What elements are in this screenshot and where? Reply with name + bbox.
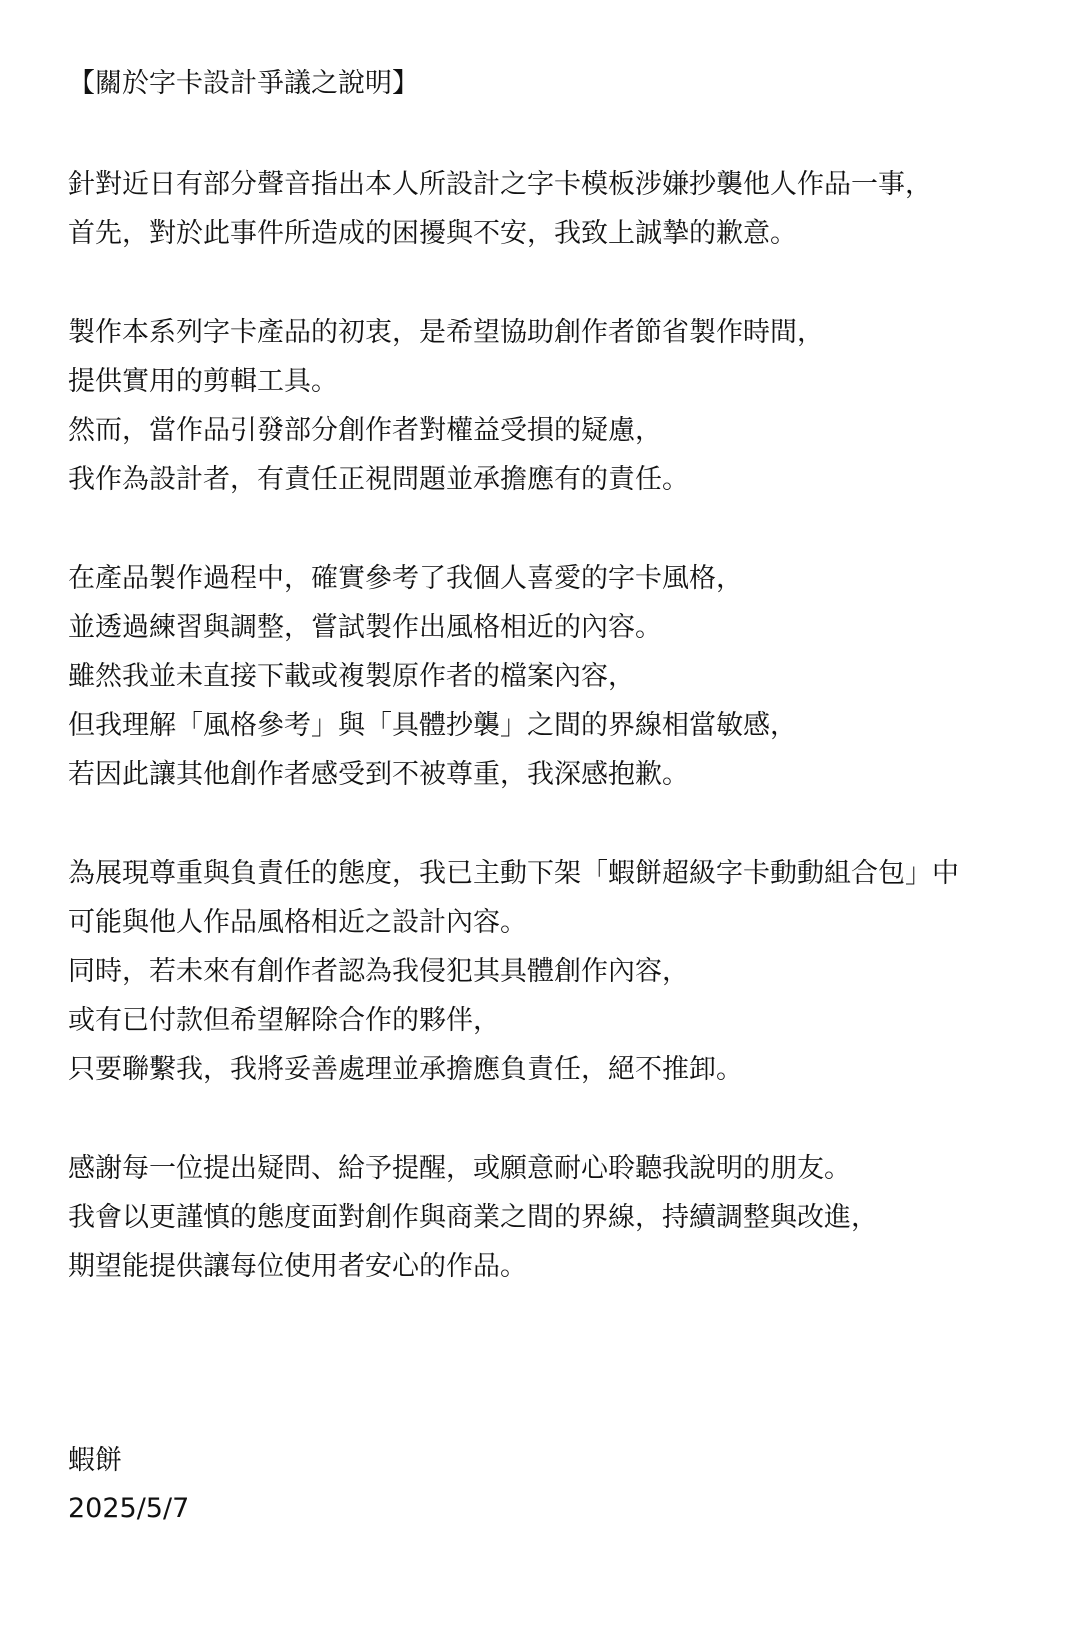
paragraph-line: 我會以更謹慎的態度面對創作與商業之間的界線，持續調整與改進， — [68, 1202, 878, 1233]
signature-name: 蝦餅 — [68, 1445, 122, 1476]
paragraph-line: 同時，若未來有創作者認為我侵犯其具體創作內容， — [68, 956, 689, 987]
paragraph-thanks — [68, 1144, 1028, 1291]
paragraph-line: 期望能提供讓每位使用者安心的作品。 — [68, 1251, 527, 1282]
paragraph-line: 我作為設計者，有責任正視問題並承擔應有的責任。 — [68, 464, 689, 495]
paragraph-process — [68, 554, 1028, 799]
signature-block — [68, 1437, 189, 1533]
paragraph-line: 只要聯繫我，我將妥善處理並承擔應負責任，絕不推卸。 — [68, 1054, 743, 1085]
paragraph-line: 但我理解「風格參考」與「具體抄襲」之間的界線相當敏感， — [68, 710, 797, 741]
paragraph-line: 若因此讓其他創作者感受到不被尊重，我深感抱歉。 — [68, 759, 689, 790]
paragraph-line: 並透過練習與調整，嘗試製作出風格相近的內容。 — [68, 612, 662, 643]
paragraph-line: 首先，對於此事件所造成的困擾與不安，我致上誠摯的歉意。 — [68, 218, 797, 249]
paragraph-line: 感謝每一位提出疑問、給予提醒，或願意耐心聆聽我說明的朋友。 — [68, 1153, 851, 1184]
paragraph-apology — [68, 160, 1028, 258]
statement-document — [68, 60, 1028, 1341]
paragraph-line: 製作本系列字卡產品的初衷，是希望協助創作者節省製作時間， — [68, 317, 824, 348]
paragraph-line: 或有已付款但希望解除合作的夥伴， — [68, 1005, 500, 1036]
signature-date: 2025/5/7 — [68, 1493, 190, 1524]
paragraph-line: 針對近日有部分聲音指出本人所設計之字卡模板涉嫌抄襲他人作品一事， — [68, 169, 932, 200]
paragraph-line: 然而，當作品引發部分創作者對權益受損的疑慮， — [68, 415, 662, 446]
paragraph-line: 提供實用的剪輯工具。 — [68, 366, 338, 397]
paragraph-line: 可能與他人作品風格相近之設計內容。 — [68, 907, 527, 938]
paragraph-actions — [68, 849, 1028, 1094]
paragraph-intent — [68, 308, 1028, 504]
statement-title: 【關於字卡設計爭議之說明】 — [68, 68, 419, 99]
paragraph-line: 在產品製作過程中，確實參考了我個人喜愛的字卡風格， — [68, 563, 743, 594]
paragraph-line: 雖然我並未直接下載或複製原作者的檔案內容， — [68, 661, 635, 692]
paragraph-line: 為展現尊重與負責任的態度，我已主動下架「蝦餅超級字卡動動組合包」中 — [68, 858, 959, 889]
